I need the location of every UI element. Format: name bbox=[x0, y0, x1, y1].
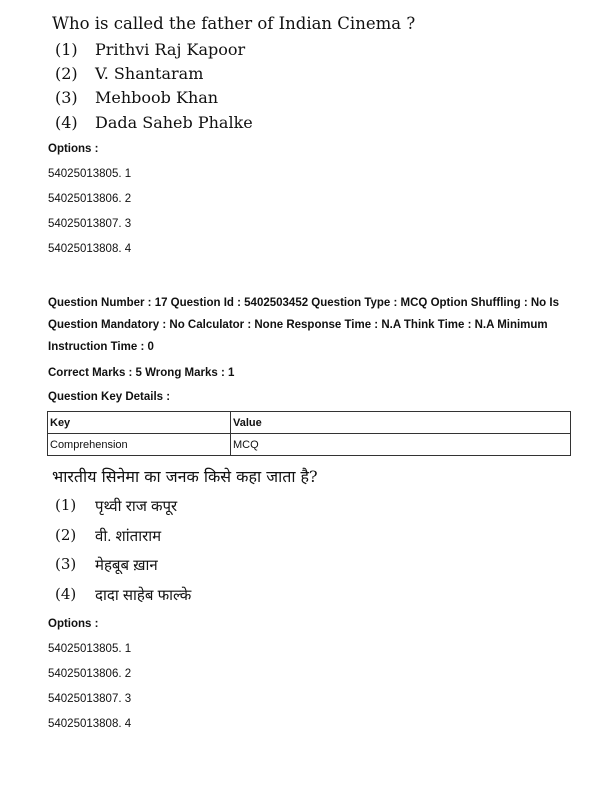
option-id: 54025013808. 4 bbox=[48, 718, 132, 730]
question-meta-line1: Question Number : 17 Question Id : 5402503452 Question Type : MCQ Option Shuffling : No Is bbox=[48, 297, 559, 309]
option-id: 54025013806. 2 bbox=[48, 668, 132, 680]
table-cell-value: MCQ bbox=[231, 434, 571, 456]
option-number: (2) bbox=[55, 64, 78, 83]
option-number: (4) bbox=[55, 113, 78, 132]
option-id: 54025013808. 4 bbox=[48, 243, 132, 255]
hindi-option-4 bbox=[55, 585, 191, 605]
option-id: 54025013805. 1 bbox=[48, 168, 132, 180]
option-text: दादा साहेब फाल्के bbox=[95, 587, 192, 604]
option-text: वी. शांताराम bbox=[95, 528, 162, 545]
option-number: (2) bbox=[55, 526, 77, 544]
hindi-question-text: भारतीय सिनेमा का जनक किसे कहा जाता है? bbox=[52, 467, 318, 486]
option-text: मेहबूब ख़ान bbox=[95, 557, 158, 574]
option-3 bbox=[55, 88, 218, 107]
key-value-table bbox=[47, 411, 571, 456]
option-id: 54025013806. 2 bbox=[48, 193, 132, 205]
hindi-option-1 bbox=[55, 496, 177, 516]
options-label: Options : bbox=[48, 618, 99, 630]
options-label: Options : bbox=[48, 143, 99, 155]
hindi-option-3 bbox=[55, 555, 158, 575]
table-header-key: Key bbox=[48, 412, 231, 434]
option-text: पृथ्वी राज कपूर bbox=[95, 498, 178, 515]
table-header-row bbox=[48, 412, 571, 434]
option-number: (4) bbox=[55, 585, 77, 603]
question-meta-line3: Instruction Time : 0 bbox=[48, 341, 154, 353]
question-meta-line2: Question Mandatory : No Calculator : None Response Time : N.A Think Time : N.A Minimum bbox=[48, 319, 548, 331]
option-number: (3) bbox=[55, 555, 77, 573]
option-2 bbox=[55, 64, 203, 83]
marks-line: Correct Marks : 5 Wrong Marks : 1 bbox=[48, 367, 235, 379]
table-cell-key: Comprehension bbox=[48, 434, 231, 456]
option-id: 54025013807. 3 bbox=[48, 218, 132, 230]
option-text: V. Shantaram bbox=[95, 64, 204, 83]
hindi-option-2 bbox=[55, 526, 161, 546]
option-text: Dada Saheb Phalke bbox=[95, 113, 253, 132]
option-number: (3) bbox=[55, 88, 78, 107]
question-text: Who is called the father of Indian Cinema ? bbox=[52, 14, 416, 33]
table-header-value: Value bbox=[231, 412, 571, 434]
option-text: Mehboob Khan bbox=[95, 88, 219, 107]
option-text: Prithvi Raj Kapoor bbox=[95, 40, 246, 59]
option-1 bbox=[55, 40, 245, 59]
option-number: (1) bbox=[55, 40, 78, 59]
option-4 bbox=[55, 113, 253, 132]
option-id: 54025013807. 3 bbox=[48, 693, 132, 705]
option-number: (1) bbox=[55, 496, 77, 514]
option-id: 54025013805. 1 bbox=[48, 643, 132, 655]
key-details-label: Question Key Details : bbox=[48, 391, 171, 403]
table-row bbox=[48, 434, 571, 456]
